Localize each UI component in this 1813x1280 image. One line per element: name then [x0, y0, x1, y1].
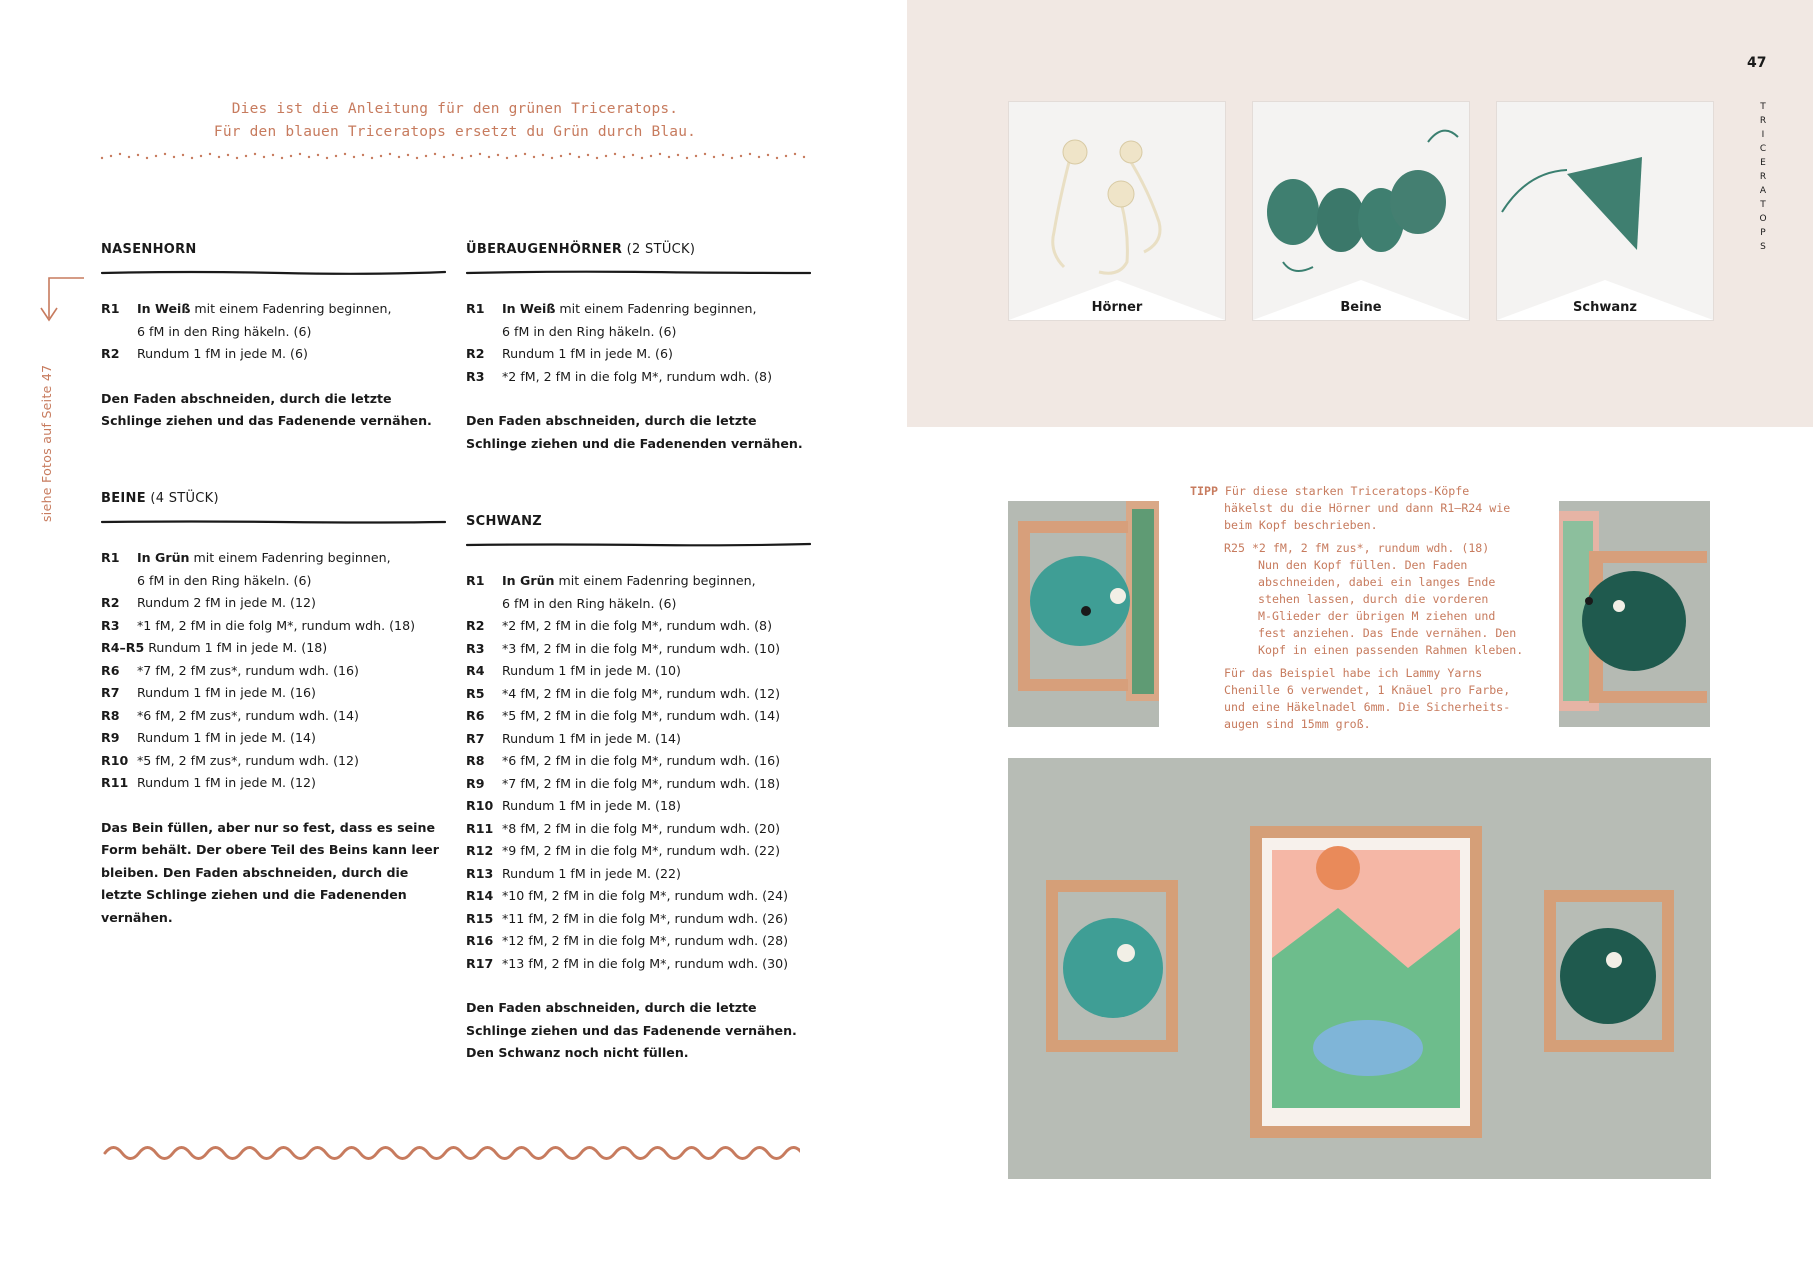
divider-dot: [317, 154, 319, 156]
intro-note: [100, 98, 810, 144]
divider-dot: [722, 154, 724, 156]
instruction-row: R2 Rundum 2 fM in jede M. (12): [101, 595, 316, 610]
section-note: Das Bein füllen, aber nur so fest, dass es seine Form behält. Der obere Teil des Beins kann leer bleiben. Den Faden abschneiden, durch die letzte Schlinge ziehen und die Fadenenden vernähen.: [101, 819, 439, 925]
divider-dot: [425, 155, 427, 157]
horns-image: [1009, 102, 1225, 320]
instruction-row: R1 In Weiß mit einem Fadenring beginnen,: [101, 301, 392, 316]
divider-dot: [542, 154, 544, 156]
section-title: NASENHORN: [101, 242, 197, 257]
tipp-label: TIPP: [1190, 484, 1218, 498]
instruction-row: R8 *6 fM, 2 fM zus*, rundum wdh. (14): [101, 707, 359, 723]
divider-dot: [326, 157, 328, 159]
thumbnail-label: Hörner: [1091, 300, 1143, 315]
divider-dot: [281, 157, 283, 159]
divider-dot: [371, 157, 373, 159]
divider-dot: [452, 154, 454, 156]
divider-dot: [686, 157, 688, 159]
section-beine: [101, 491, 446, 929]
divider-dot: [128, 156, 130, 158]
instruction-row: R2 Rundum 1 fM in jede M. (6): [101, 346, 308, 361]
divider-dot: [461, 157, 463, 159]
vertical-chapter-title: T R I C E R A T O P S: [1759, 102, 1767, 252]
divider-dot: [119, 153, 121, 155]
divider-dot: [182, 154, 184, 156]
row-list: [466, 298, 811, 388]
instruction-row: R14 *10 fM, 2 fM in die folg M*, rundum wdh. (24): [466, 888, 789, 903]
page-number: 47: [1747, 55, 1767, 71]
divider-dot: [137, 154, 139, 156]
section-schwanz: [466, 514, 811, 1065]
divider-dot: [362, 154, 364, 156]
wave-ornament: [100, 1136, 800, 1170]
instruction-row: R10 Rundum 1 fM in jede M. (18): [466, 798, 681, 813]
photo-wall-display: [1008, 758, 1711, 1179]
divider-dot: [758, 156, 760, 158]
section-title: ÜBERAUGENHÖRNER (2 STÜCK): [466, 242, 696, 257]
section-note: Den Faden abschneiden, durch die letzte Schlinge ziehen und das Fadenende vernähen. Den Schwanz noch nicht füllen.: [466, 1000, 797, 1060]
divider-dot: [803, 156, 805, 158]
instruction-row: R3 *2 fM, 2 fM in die folg M*, rundum wdh. (8): [466, 368, 772, 384]
divider-dot: [578, 156, 580, 158]
divider-dot: [254, 153, 256, 155]
divider-dot: [749, 153, 751, 155]
instruction-row: R11 *8 fM, 2 fM in die folg M*, rundum wdh. (20): [466, 820, 780, 836]
intro-line-1: Dies ist die Anleitung für den grünen Triceratops.: [231, 101, 679, 117]
divider-dot: [569, 153, 571, 155]
divider-dot: [533, 156, 535, 158]
divider-dot: [488, 156, 490, 158]
divider-dot: [353, 156, 355, 158]
instruction-row: R3 *3 fM, 2 fM in die folg M*, rundum wdh. (10): [466, 640, 780, 656]
divider-dot: [560, 155, 562, 157]
instruction-row: R4–R5 Rundum 1 fM in jede M. (18): [101, 640, 328, 655]
instruction-row: R16 *12 fM, 2 fM in die folg M*, rundum wdh. (28): [466, 933, 789, 948]
instruction-continuation: 6 fM in den Ring häkeln. (6): [502, 595, 677, 611]
instruction-continuation: 6 fM in den Ring häkeln. (6): [502, 323, 677, 339]
divider-dot: [632, 154, 634, 156]
instruction-row: R2 Rundum 1 fM in jede M. (6): [466, 346, 673, 361]
divider-dot: [659, 153, 661, 155]
instruction-row: R6 *5 fM, 2 fM in die folg M*, rundum wdh. (14): [466, 708, 780, 723]
instruction-row: R1 In Grün mit einem Fadenring beginnen,: [101, 550, 391, 565]
divider-dot: [200, 155, 202, 157]
divider-dot: [443, 156, 445, 158]
instruction-row: R15 *11 fM, 2 fM in die folg M*, rundum wdh. (26): [466, 910, 789, 926]
instruction-row: R5 *4 fM, 2 fM in die folg M*, rundum wdh. (12): [466, 685, 780, 701]
instruction-row: R9 Rundum 1 fM in jede M. (14): [101, 730, 316, 745]
divider-dot: [704, 153, 706, 155]
divider-dot: [398, 156, 400, 158]
divider-dot: [668, 156, 670, 158]
divider-dot: [218, 156, 220, 158]
section-title: BEINE (4 STÜCK): [101, 491, 219, 506]
divider-dot: [740, 155, 742, 157]
teal-triceratops-image: [1008, 501, 1159, 727]
green-triceratops-image: [1559, 501, 1710, 727]
brush-underline: [466, 268, 811, 278]
divider-dot: [434, 153, 436, 155]
instruction-continuation: 6 fM in den Ring häkeln. (6): [137, 572, 312, 588]
divider-dot: [470, 155, 472, 157]
section-note: Den Faden abschneiden, durch die letzte Schlinge ziehen und die Fadenenden vernähen.: [466, 413, 803, 451]
wall-display-image: [1008, 758, 1711, 1179]
photo-schwanz: [1496, 101, 1714, 321]
divider-dot: [614, 153, 616, 155]
instruction-continuation: 6 fM in den Ring häkeln. (6): [137, 323, 312, 339]
instruction-row: R2 *2 fM, 2 fM in die folg M*, rundum wdh. (8): [466, 618, 772, 633]
divider-dot: [191, 157, 193, 159]
divider-dot: [101, 157, 103, 159]
instruction-row: R7 Rundum 1 fM in jede M. (14): [466, 730, 681, 746]
instruction-row: R8 *6 fM, 2 fM in die folg M*, rundum wdh. (16): [466, 753, 780, 768]
sidebar-photo-reference: siehe Fotos auf Seite 47: [39, 364, 54, 522]
divider-dot: [407, 154, 409, 156]
divider-dot: [335, 155, 337, 157]
row-list: [101, 547, 446, 795]
divider-dot: [290, 155, 292, 157]
divider-dot: [164, 153, 166, 155]
divider-dot: [209, 153, 211, 155]
divider-dot: [767, 154, 769, 156]
divider-dot: [731, 157, 733, 159]
divider-dot: [299, 153, 301, 155]
legs-image: [1253, 102, 1469, 320]
divider-dot: [551, 157, 553, 159]
brush-underline: [101, 268, 446, 278]
dotted-divider: [100, 150, 810, 162]
divider-dot: [623, 156, 625, 158]
divider-dot: [236, 157, 238, 159]
row-list: [466, 570, 811, 975]
divider-dot: [776, 157, 778, 159]
brush-underline: [101, 517, 446, 527]
divider-dot: [272, 154, 274, 156]
divider-dot: [641, 157, 643, 159]
divider-dot: [227, 154, 229, 156]
brush-underline: [466, 540, 811, 550]
divider-dot: [110, 155, 112, 157]
divider-dot: [263, 156, 265, 158]
tail-image: [1497, 102, 1713, 320]
divider-dot: [524, 153, 526, 155]
section-ueberaugenhoerner: [466, 242, 811, 455]
divider-dot: [650, 155, 652, 157]
divider-dot: [587, 154, 589, 156]
instruction-row: R10 *5 fM, 2 fM zus*, rundum wdh. (12): [101, 752, 359, 768]
instruction-row: R4 Rundum 1 fM in jede M. (10): [466, 663, 681, 678]
intro-line-2: Für den blauen Triceratops ersetzt du Grün durch Blau.: [213, 124, 697, 140]
thumbnail-label: Beine: [1340, 300, 1382, 315]
divider-dot: [155, 155, 157, 157]
divider-dot: [497, 154, 499, 156]
divider-dot: [785, 155, 787, 157]
divider-dot: [677, 154, 679, 156]
divider-dot: [605, 155, 607, 157]
divider-dot: [479, 153, 481, 155]
divider-dot: [794, 153, 796, 155]
divider-dot: [506, 157, 508, 159]
photo-green-head-side: [1559, 501, 1710, 727]
row-list: [101, 298, 446, 366]
instruction-row: R1 In Weiß mit einem Fadenring beginnen,: [466, 301, 757, 316]
thumbnail-label: Schwanz: [1573, 300, 1637, 315]
arrow-down-icon: [36, 275, 88, 327]
tipp-box: TIPP Für diese starken Triceratops-Köpfe häkelst du die Hörner und dann R1–R24 wie beim Kopf beschrieben. R25 *2 fM, 2 fM zus*, rundum wdh. (18) Nun den Kopf füllen. Den Faden abschneiden, dabei ein langes Ende stehen lassen, durch die vorderen M-Glieder der übrigen M ziehen und fest anziehen. Das Ende vernähen. Den Kopf in einen passenden Rahmen kleben. Für das Beispiel habe ich Lammy Yarns Chenille 6 verwendet, 1 Knäuel pro Farbe, und eine Häkelnadel 6mm. Die Sicherheits- augen sind 15mm groß.: [1190, 484, 1524, 731]
instruction-row: R3 *1 fM, 2 fM in die folg M*, rundum wdh. (18): [101, 617, 415, 633]
divider-dot: [344, 153, 346, 155]
divider-dot: [389, 153, 391, 155]
photo-hoerner: [1008, 101, 1226, 321]
divider-dot: [173, 156, 175, 158]
divider-dot: [245, 155, 247, 157]
instruction-row: R12 *9 fM, 2 fM in die folg M*, rundum wdh. (22): [466, 843, 780, 858]
instruction-row: R6 *7 fM, 2 fM zus*, rundum wdh. (16): [101, 662, 359, 678]
divider-dot: [380, 155, 382, 157]
divider-dot: [416, 157, 418, 159]
instruction-row: R13 Rundum 1 fM in jede M. (22): [466, 865, 681, 881]
instruction-row: R7 Rundum 1 fM in jede M. (16): [101, 685, 316, 700]
divider-dot: [596, 157, 598, 159]
divider-dot: [146, 157, 148, 159]
instruction-row: R17 *13 fM, 2 fM in die folg M*, rundum wdh. (30): [466, 955, 789, 971]
instruction-row: R9 *7 fM, 2 fM in die folg M*, rundum wdh. (18): [466, 775, 780, 791]
instruction-row: R1 In Grün mit einem Fadenring beginnen,: [466, 573, 756, 588]
section-title: SCHWANZ: [466, 514, 543, 529]
photo-beine: [1252, 101, 1470, 321]
divider-dot: [308, 156, 310, 158]
instruction-row: R11 Rundum 1 fM in jede M. (12): [101, 775, 316, 790]
divider-dot: [695, 155, 697, 157]
section-nasenhorn: [101, 242, 446, 433]
photo-teal-head-side: [1008, 501, 1159, 727]
divider-dot: [515, 155, 517, 157]
divider-dot: [713, 156, 715, 158]
section-note: Den Faden abschneiden, durch die letzte Schlinge ziehen und das Fadenende vernähen.: [101, 390, 432, 428]
